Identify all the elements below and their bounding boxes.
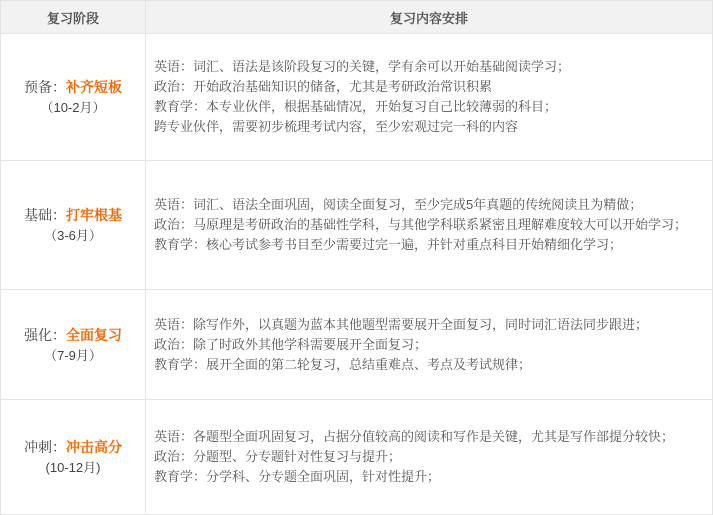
content-line: 英语：词汇、语法是该阶段复习的关键，学有余可以开始基础阅读学习； xyxy=(154,59,571,74)
stage-title xyxy=(24,325,122,345)
content-line: 教育学：核心考试参考书目至少需要过完一遍，并针对重点科目开始精细化学习； xyxy=(154,237,623,252)
table-row xyxy=(1,33,712,160)
content-line: 教育学：分学科、分专题全面巩固，针对性提升； xyxy=(154,468,441,484)
stage-period: (10-12月) xyxy=(45,459,101,475)
content-cell xyxy=(146,400,712,513)
content-cell xyxy=(146,290,712,399)
content-line: 教育学：展开全面的第二轮复习，总结重难点、考点及考试规律； xyxy=(154,356,532,372)
content-line: 政治：开始政治基础知识的储备，尤其是考研政治常识积累 xyxy=(154,79,493,94)
stage-prefix: 强化： xyxy=(24,326,66,343)
table-header-row xyxy=(1,1,712,33)
stage-title xyxy=(24,437,122,457)
content-line: 政治：分题型、分专题针对性复习与提升； xyxy=(154,448,402,464)
stage-cell xyxy=(1,290,146,399)
column-header-stage: 复习阶段 xyxy=(1,1,146,33)
table-body xyxy=(1,33,712,513)
stage-prefix: 预备： xyxy=(24,79,66,95)
content-cell xyxy=(146,34,712,160)
stage-period: （3-6月） xyxy=(44,228,102,243)
stage-name: 冲击高分 xyxy=(66,438,122,455)
stage-title xyxy=(24,205,122,225)
stage-name: 打牢根基 xyxy=(66,207,122,223)
content-line: 英语：各题型全面巩固复习，占据分值较高的阅读和写作是关键，尤其是写作部提分较快； xyxy=(154,428,675,444)
stage-prefix: 冲刺： xyxy=(24,438,66,455)
table-row xyxy=(1,289,712,399)
stage-cell xyxy=(1,34,146,160)
stage-prefix: 基础： xyxy=(24,207,66,223)
content-line: 政治：除了时政外其他学科需要展开全面复习； xyxy=(154,336,428,352)
stage-period: （7-9月） xyxy=(44,347,102,363)
column-header-content: 复习内容安排 xyxy=(389,10,468,26)
stage-cell xyxy=(1,161,146,289)
content-line: 教育学：本专业伙伴，根据基础情况，开始复习自己比较薄弱的科目； xyxy=(154,99,558,114)
stage-name: 全面复习 xyxy=(66,326,122,343)
stage-name: 补齐短板 xyxy=(66,79,122,95)
table-row xyxy=(1,399,712,513)
table-row xyxy=(1,160,712,289)
content-cell xyxy=(146,161,712,289)
stage-cell xyxy=(1,400,146,513)
content-line: 英语：词汇、语法全面巩固，阅读全面复习，至少完成5年真题的传统阅读且为精做； xyxy=(154,197,643,212)
stage-period: （10-2月） xyxy=(40,100,106,115)
content-line: 英语：除写作外，以真题为蓝本其他题型需要展开全面复习，同时词汇语法同步跟进； xyxy=(154,316,649,332)
content-line: 跨专业伙伴，需要初步梳理考试内容，至少宏观过完一科的内容 xyxy=(154,119,519,134)
stage-title xyxy=(24,77,122,97)
content-line: 政治：马原理是考研政治的基础性学科，与其他学科联系紧密且理解难度较大可以开始学习； xyxy=(154,217,688,232)
